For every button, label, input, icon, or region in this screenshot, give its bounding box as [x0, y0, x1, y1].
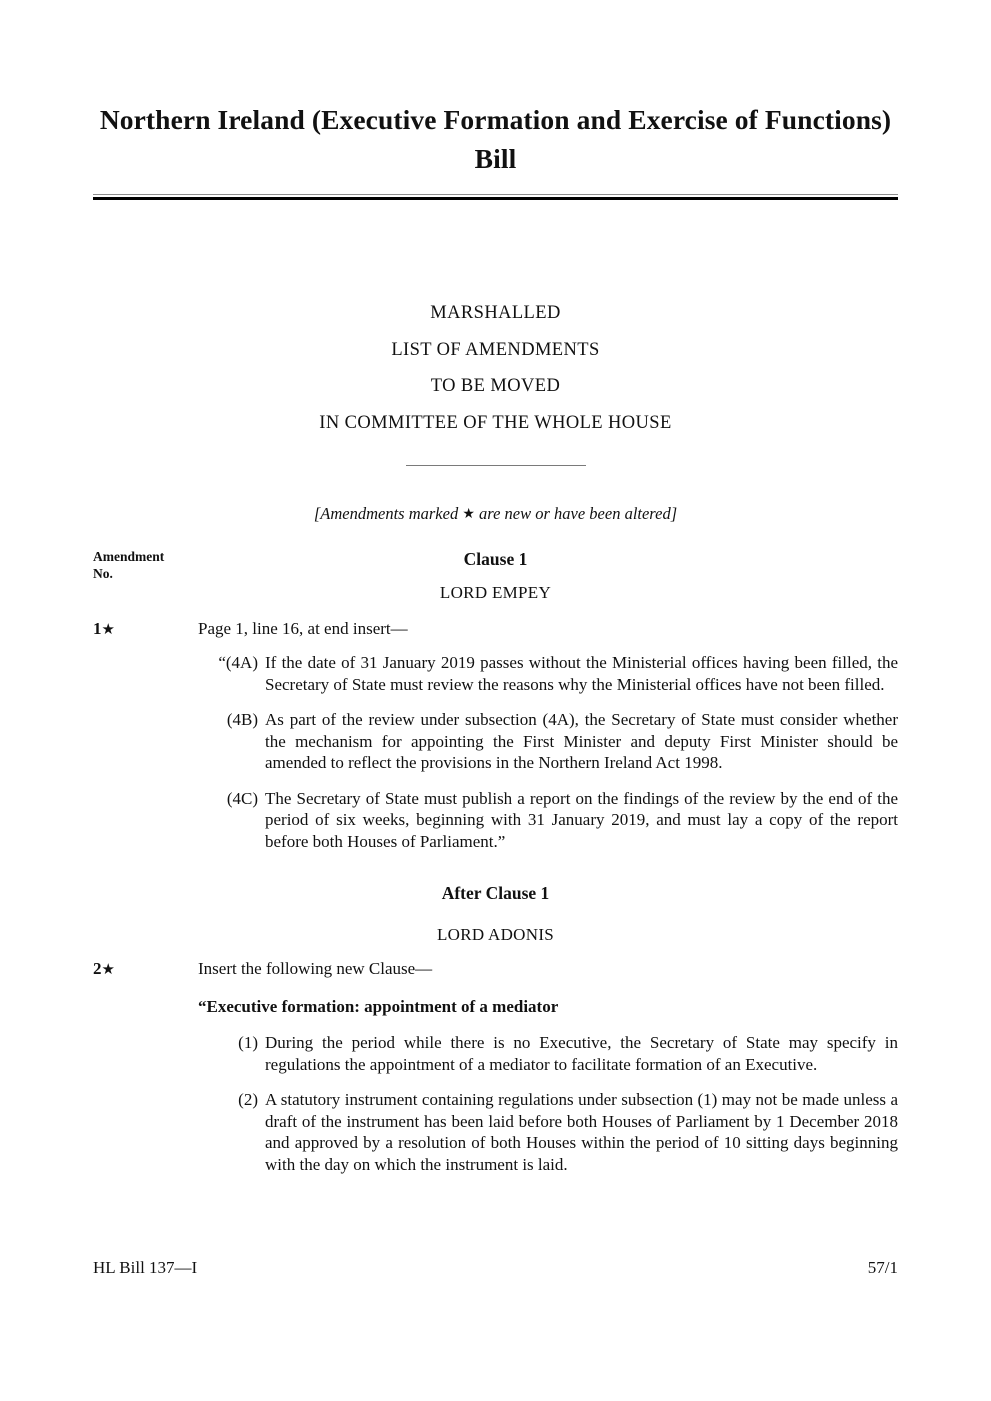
new-clause-paragraph-2 [225, 1089, 898, 1175]
mover-name-lord-adonis: LORD ADONIS [436, 925, 555, 945]
heading-line-in-committee: IN COMMITTEE OF THE WHOLE HOUSE [319, 412, 672, 433]
paragraph-label-4c: (4C) [226, 788, 258, 808]
quoted-paragraph-4b [198, 709, 898, 774]
amendment-number-value: 1 [93, 619, 102, 639]
heading-line-marshalled: MARSHALLED [430, 303, 561, 324]
amendments-sheet [93, 548, 898, 1175]
paragraph-text-2: A statutory instrument containing regulations under subsection (1) may not be made unless a draft of the instrument has been laid before both Houses of Parliament by 1 December 2018 and approved by a resolution of both Houses within the period of 10 sitting days beginning with the day on which the instrument is laid. [265, 1090, 898, 1174]
paragraph-text-1: During the period while there is no Executive, the Secretary of State may specify in regulations the appointment of a mediator to facilitate formation of an Executive. [265, 1033, 898, 1074]
amendment-row-1 [93, 618, 898, 640]
clause-heading-clause-1: Clause 1 [463, 549, 528, 570]
footer-page-reference: 57/1 [867, 1258, 898, 1277]
amendment-number-2 [93, 958, 115, 981]
paragraph-text-4c: The Secretary of State must publish a report on the findings of the review by the end of the period of six weeks, beginning with 31 January 2019, and must lay a copy of the report before both Houses of Parliament.” [265, 788, 898, 851]
amendment-row-2 [93, 958, 898, 980]
clause-heading-after-clause-1: After Clause 1 [441, 883, 550, 904]
paragraph-label-2: (2) [238, 1090, 258, 1110]
page-title: Northern Ireland (Executive Formation and Exercise of Functions) Bill [99, 104, 892, 175]
quoted-paragraph-4c [198, 788, 898, 853]
note-close-text: are new or have been altered] [474, 504, 678, 524]
amendment-no-label-line1: Amendment [93, 549, 165, 565]
star-icon: ★ [101, 962, 115, 979]
amendment-number-1 [93, 618, 115, 641]
rule-thick [93, 197, 898, 200]
paragraph-label-4a: “(4A) [218, 653, 258, 673]
quoted-paragraph-4a [198, 652, 898, 695]
amendment-instruction-2: Insert the following new Clause— [198, 959, 433, 979]
amendments-marked-note [93, 504, 898, 524]
document-page [93, 0, 898, 1401]
paragraph-label-4b: (4B) [226, 710, 258, 730]
heading-line-to-be-moved: TO BE MOVED [430, 376, 561, 397]
star-icon: ★ [101, 622, 115, 639]
paragraph-text-4b: As part of the review under subsection (4A), the Secretary of State must consider whether the mechanism for appointing the First Minister and deputy First Minister should be amended to reflect the provisions in the Northern Ireland Act 1998. [265, 710, 898, 773]
title-double-rule [93, 194, 898, 200]
marshalled-heading-block [93, 295, 898, 466]
amendment-number-value: 2 [93, 959, 102, 979]
new-clause-title: “Executive formation: appointment of a mediator [198, 997, 559, 1017]
page-footer [93, 1258, 898, 1278]
amendment-no-column-label [93, 548, 188, 582]
amendment-instruction-1: Page 1, line 16, at end insert— [198, 619, 408, 639]
new-clause-paragraph-1 [225, 1032, 898, 1075]
mover-name-lord-empey: LORD EMPEY [439, 583, 552, 603]
amendment-no-label-line2: No. [93, 566, 113, 582]
heading-line-list-of-amendments: LIST OF AMENDMENTS [391, 339, 600, 360]
heading-divider-rule [406, 465, 586, 466]
star-icon: ★ [462, 507, 475, 523]
paragraph-label-1: (1) [238, 1033, 258, 1053]
paragraph-text-4a: If the date of 31 January 2019 passes without the Ministerial offices having been filled, the Secretary of State must review the reasons why the Ministerial offices have not been filled. [265, 653, 898, 694]
note-open-text: [Amendments marked [313, 504, 463, 524]
footer-bill-reference: HL Bill 137—I [93, 1258, 198, 1277]
